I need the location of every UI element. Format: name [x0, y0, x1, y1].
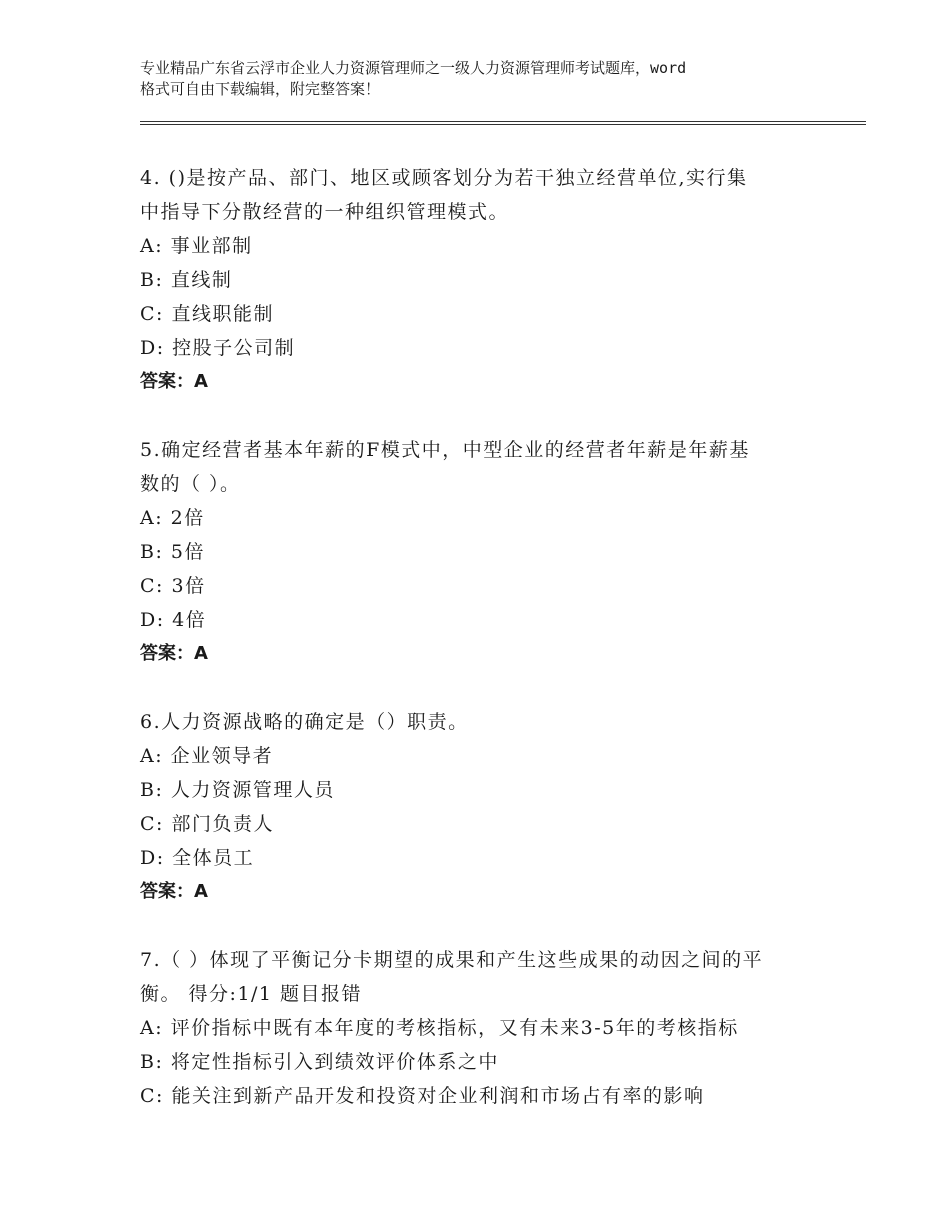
option-a: A: 评价指标中既有本年度的考核指标，又有未来3-5年的考核指标: [140, 1017, 739, 1039]
option-a: A: 企业领导者: [140, 745, 274, 767]
option-b: B: 5倍: [140, 541, 205, 563]
option-b: B: 人力资源管理人员: [140, 779, 335, 801]
option-a: A: 事业部制: [140, 235, 253, 257]
header-rule-top: [140, 121, 866, 122]
question-stem: 4. ()是按产品、部门、地区或顾客划分为若干独立经营单位,实行集: [140, 167, 748, 189]
answer: 答案：A: [140, 643, 208, 664]
option-b: B: 将定性指标引入到绩效评价体系之中: [140, 1051, 499, 1073]
question-list: [140, 161, 820, 1113]
option-d: D: 控股子公司制: [140, 337, 296, 359]
answer: 答案：A: [140, 371, 208, 392]
option-c: C: 3倍: [140, 575, 206, 597]
question-stem-cont: 数的（ ）。: [140, 473, 241, 495]
option-d: D: 4倍: [140, 609, 207, 631]
question-6: [140, 705, 820, 909]
option-c: C: 部门负责人: [140, 813, 274, 835]
header-rule-bottom: [140, 124, 866, 125]
option-c: C: 能关注到新产品开发和投资对企业利润和市场占有率的影响: [140, 1085, 705, 1107]
option-b: B: 直线制: [140, 269, 233, 291]
question-stem: 6.人力资源战略的确定是（）职责。: [140, 711, 469, 733]
header-line-2: 格式可自由下载编辑，附完整答案！: [140, 80, 381, 98]
answer: 答案：A: [140, 881, 208, 902]
question-stem: 7.（ ）体现了平衡记分卡期望的成果和产生这些成果的动因之间的平: [140, 949, 764, 971]
spacer: [140, 671, 820, 705]
option-d: D: 全体员工: [140, 847, 255, 869]
option-c: C: 直线职能制: [140, 303, 274, 325]
option-a: A: 2倍: [140, 507, 205, 529]
question-5: [140, 433, 820, 671]
question-stem: 5.确定经营者基本年薪的F模式中，中型企业的经营者年薪是年薪基: [140, 439, 750, 461]
question-4: [140, 161, 820, 399]
question-stem-cont: 中指导下分散经营的一种组织管理模式。: [140, 201, 510, 223]
document-header: [140, 58, 840, 100]
header-line-1: 专业精品广东省云浮市企业人力资源管理师之一级人力资源管理师考试题库，word: [140, 59, 687, 77]
spacer: [140, 909, 820, 943]
question-stem-cont: 衡。 得分:1/1 题目报错: [140, 983, 363, 1005]
question-7: [140, 943, 820, 1113]
spacer: [140, 399, 820, 433]
